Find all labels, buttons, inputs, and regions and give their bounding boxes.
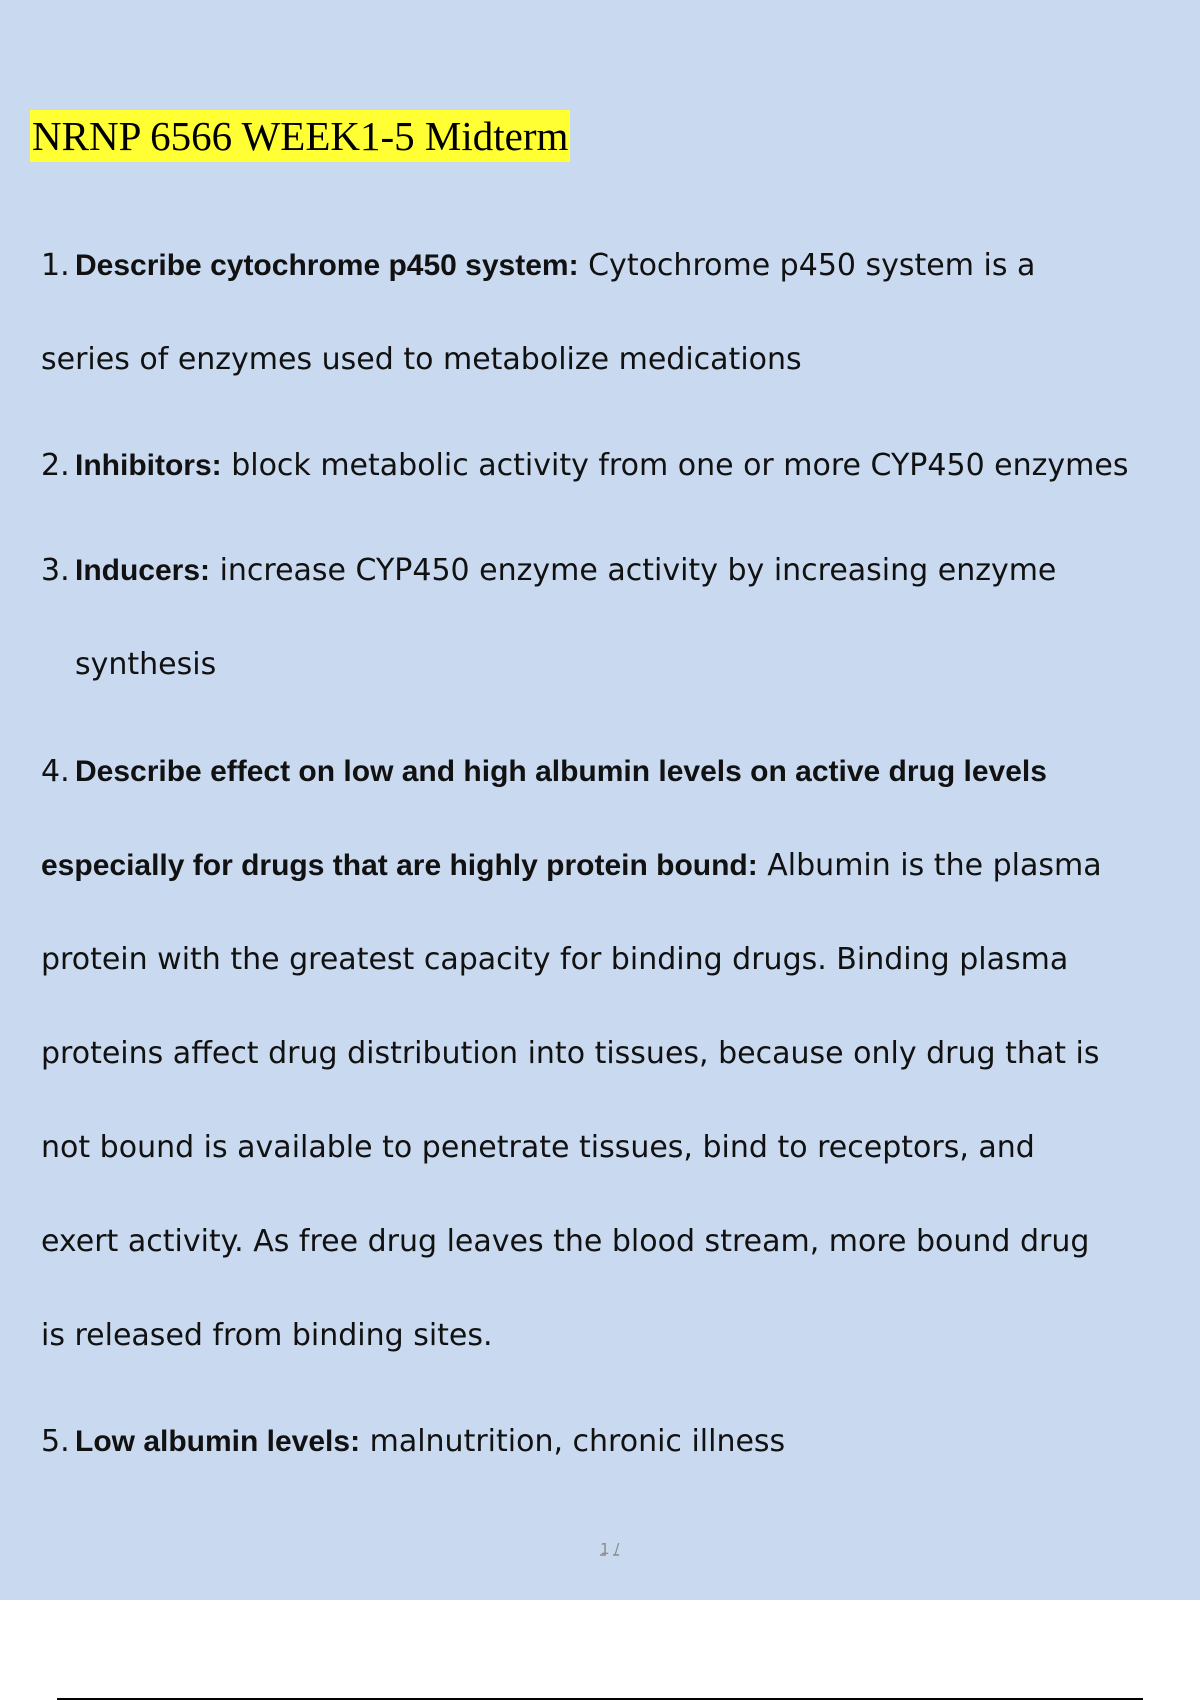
- item-term: Inhibitors:: [75, 449, 222, 482]
- list-item-4-continuation: protein with the greatest capacity for binding drugs. Binding plasma: [41, 942, 1069, 977]
- item-number: 4.: [41, 754, 70, 789]
- item-number: 5.: [41, 1424, 70, 1459]
- list-item-1: [41, 246, 1035, 286]
- item-text: Albumin is the plasma: [757, 848, 1102, 883]
- item-number: 1.: [41, 248, 70, 283]
- list-item-4-line-2: [41, 846, 1102, 886]
- item-text: increase CYP450 enzyme activity by increasing enzyme: [210, 553, 1057, 588]
- item-term: Low albumin levels:: [75, 1425, 361, 1458]
- page-number: 1 /: [600, 1540, 620, 1558]
- document-title: NRNP 6566 WEEK1-5 Midterm: [30, 110, 570, 162]
- list-item-4: [41, 752, 1047, 792]
- item-text: Cytochrome p450 system is a: [578, 248, 1036, 283]
- list-item-5: [41, 1422, 785, 1462]
- list-item-4-continuation: not bound is available to penetrate tissues, bind to receptors, and: [41, 1130, 1035, 1165]
- list-item-3-continuation: synthesis: [75, 647, 217, 682]
- item-text: block metabolic activity from one or more CYP450 enzymes: [221, 448, 1129, 483]
- item-number: 3.: [41, 553, 70, 588]
- list-item-2: [41, 446, 1128, 486]
- list-item-1-continuation: series of enzymes used to metabolize medications: [41, 342, 802, 377]
- list-item-3: [41, 551, 1056, 591]
- list-item-4-continuation: is released from binding sites.: [41, 1318, 493, 1353]
- item-term: Describe cytochrome p450 system:: [75, 249, 579, 282]
- list-item-4-continuation: exert activity. As free drug leaves the blood stream, more bound drug: [41, 1224, 1090, 1259]
- list-item-4-continuation: proteins affect drug distribution into tissues, because only drug that is: [41, 1036, 1100, 1071]
- item-term-continuation: especially for drugs that are highly protein bound:: [41, 849, 758, 882]
- item-term: Inducers:: [75, 554, 211, 587]
- item-number: 2.: [41, 448, 70, 483]
- item-text: malnutrition, chronic illness: [360, 1424, 786, 1459]
- item-term: Describe effect on low and high albumin levels on active drug levels: [75, 755, 1047, 788]
